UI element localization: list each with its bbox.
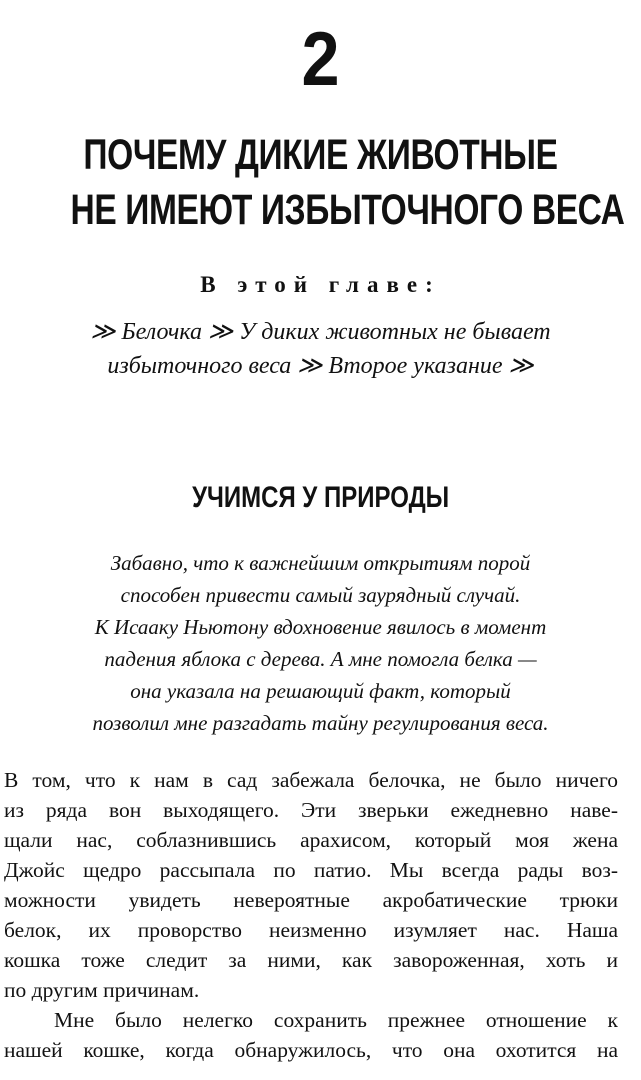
chapter-title: [0, 128, 641, 238]
contents-line: ≫ Белочка ≫ У диких животных не бывает: [90, 319, 551, 345]
chapter-contents: [20, 315, 621, 383]
epigraph-line: Забавно, что к важнейшим открытиям порой: [110, 551, 531, 575]
body-line: белок, их проворство неизменно изумляет нас. Наша: [4, 918, 618, 942]
epigraph-line: позволил мне разгадать тайну регулирования веса.: [92, 711, 549, 735]
chapter-number: 2: [301, 17, 340, 102]
body-line: можности увидеть невероятные акробатические трюки: [4, 888, 618, 912]
body-line: Джойс щедро рассыпала по патио. Мы всегда рады воз-: [4, 858, 618, 882]
section-heading-text: УЧИМСЯ У ПРИРОДЫ: [191, 481, 450, 514]
body-line: щали нас, соблазнившись арахисом, который моя жена: [4, 828, 618, 852]
epigraph: [20, 547, 621, 739]
epigraph-line: способен привести самый заурядный случай.: [120, 583, 521, 607]
chapter-title-line: ПОЧЕМУ ДИКИЕ ЖИВОТНЫЕ: [83, 131, 558, 179]
body-line: нашей кошке, когда обнаружилось, что она охотится на: [4, 1038, 618, 1062]
epigraph-line: падения яблока с дерева. А мне помогла белка —: [104, 647, 537, 671]
section-heading: [0, 478, 641, 518]
body-line: кошка тоже следит за ними, как завороженная, хоть и: [4, 948, 618, 972]
body-line: из ряда вон выходящего. Эти зверьки ежедневно наве-: [4, 798, 618, 822]
epigraph-line: К Исааку Ньютону вдохновение явилось в момент: [94, 615, 547, 639]
body-line: В том, что к нам в сад забежала белочка, не было ничего: [4, 768, 618, 792]
body-text: [4, 765, 618, 1065]
body-line: по другим причинам.: [4, 978, 200, 1002]
epigraph-line: она указала на решающий факт, который: [130, 679, 511, 703]
body-line: Мне было нелегко сохранить прежнее отношение к: [54, 1008, 618, 1032]
chapter-title-line: НЕ ИМЕЮТ ИЗБЫТОЧНОГО ВЕСА: [70, 186, 625, 234]
contents-line: избыточного веса ≫ Второе указание ≫: [107, 353, 534, 379]
in-chapter-label: В этой главе:: [200, 272, 441, 297]
